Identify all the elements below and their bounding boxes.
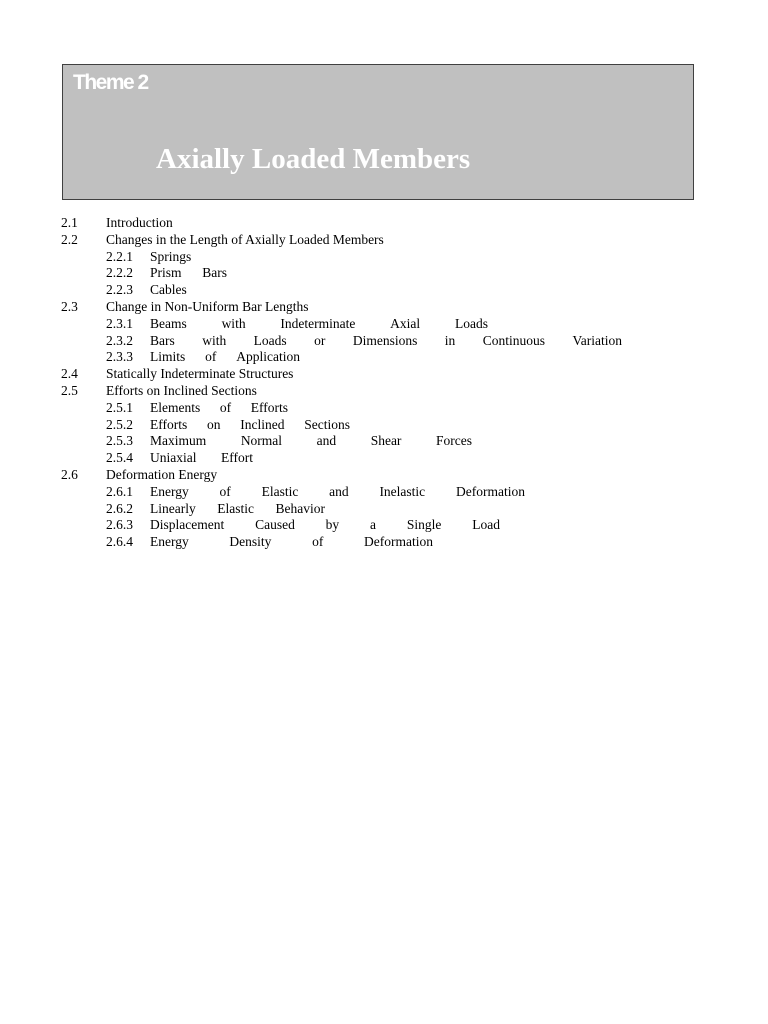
toc-subsection-title [150, 484, 525, 501]
toc-subsection-word: Prism [150, 265, 182, 281]
toc-subsection-number: 2.6.3 [106, 517, 133, 533]
toc-section-row [61, 299, 581, 316]
toc-subsection-word: Beams [150, 315, 187, 331]
chapter-title: Axially Loaded Members [156, 143, 471, 175]
toc-subsection-number: 2.6.1 [106, 483, 133, 499]
toc-subsection-number: 2.6.4 [106, 534, 133, 550]
toc-subsection-word: Loads [253, 332, 287, 348]
toc-subsection-word: Inelastic [379, 483, 426, 499]
toc-subsection-word: Energy [150, 483, 189, 499]
toc-subsection-word: Inclined [240, 416, 285, 432]
toc-subsection-title [150, 501, 325, 518]
toc-section-number: 2.1 [61, 215, 78, 230]
toc-subsection-title [150, 534, 433, 551]
toc-subsection-row [61, 316, 581, 333]
toc-subsection-row [61, 484, 581, 501]
toc-subsection-word: Displacement [150, 517, 225, 533]
toc-subsection-word: Dimensions [352, 332, 418, 348]
toc-subsection-row [61, 517, 581, 534]
toc-subsection-title [150, 433, 472, 450]
toc-subsection-row [61, 417, 581, 434]
toc-subsection-row [61, 265, 581, 282]
theme-label: Theme 2 [73, 71, 148, 94]
toc-subsection-title: Cables [150, 282, 187, 298]
toc-subsection-title [150, 316, 488, 333]
toc-subsection-word: and [329, 483, 349, 499]
toc-subsection-word: Forces [436, 433, 472, 449]
toc-section-row [61, 215, 581, 232]
toc-subsection-word: Load [472, 517, 500, 533]
table-of-contents [61, 215, 622, 551]
toc-section-title: Changes in the Length of Axially Loaded Members [106, 231, 384, 247]
toc-subsection-word: of [312, 534, 324, 550]
toc-subsection-word: Indeterminate [280, 315, 356, 331]
toc-subsection-row [61, 433, 581, 450]
toc-subsection-number: 2.2.2 [106, 265, 133, 281]
toc-subsection-word: or [314, 332, 326, 348]
toc-subsection-title [150, 265, 227, 282]
toc-subsection-number: 2.3.3 [106, 349, 133, 365]
toc-subsection-word: Caused [255, 517, 295, 533]
toc-subsection-number: 2.3.1 [106, 315, 133, 331]
toc-subsection-word: Application [236, 349, 300, 365]
toc-subsection-number: 2.5.1 [106, 399, 133, 415]
toc-subsection-row [61, 534, 581, 551]
chapter-header-box [62, 64, 694, 200]
toc-subsection-word: Bars [202, 265, 227, 281]
toc-subsection-row [61, 501, 581, 518]
toc-subsection-title [150, 333, 622, 350]
toc-subsection-title [150, 349, 300, 366]
toc-subsection-word: Loads [454, 315, 488, 331]
toc-section-title: Efforts on Inclined Sections [106, 382, 257, 398]
toc-subsection-word: of [219, 483, 231, 499]
toc-subsection-row [61, 282, 581, 299]
toc-subsection-word: Limits [150, 349, 186, 365]
toc-subsection-word: Behavior [275, 500, 325, 516]
toc-section-number: 2.4 [61, 366, 78, 382]
toc-subsection-number: 2.3.2 [106, 332, 133, 348]
toc-subsection-number: 2.2.1 [106, 248, 133, 264]
toc-subsection-word: with [221, 315, 246, 331]
toc-section-number: 2.2 [61, 231, 78, 247]
toc-subsection-word: a [370, 517, 377, 533]
toc-subsection-word: Uniaxial [150, 450, 197, 466]
toc-subsection-word: Energy [150, 534, 189, 550]
toc-subsection-row [61, 349, 581, 366]
toc-section-number: 2.6 [61, 466, 78, 482]
toc-subsection-row [61, 400, 581, 417]
toc-subsection-row [61, 249, 581, 266]
toc-subsection-word: Elastic [217, 500, 254, 516]
toc-section-title: Deformation Energy [106, 466, 218, 482]
toc-subsection-word: with [202, 332, 227, 348]
toc-subsection-word: Deformation [455, 483, 525, 499]
toc-subsection-word: Sections [304, 416, 350, 432]
toc-subsection-word: Maximum [150, 433, 207, 449]
toc-section-row [61, 232, 581, 249]
toc-subsection-title [150, 400, 288, 417]
toc-section-title: Change in Non-Uniform Bar Lengths [106, 298, 309, 314]
toc-subsection-row [61, 332, 622, 350]
toc-subsection-word: Axial [390, 315, 421, 331]
toc-subsection-number: 2.6.2 [106, 500, 133, 516]
toc-subsection-word: of [219, 399, 232, 415]
toc-subsection-word: Elastic [261, 483, 299, 499]
toc-subsection-row [61, 450, 581, 467]
toc-subsection-word: Single [406, 517, 442, 533]
toc-section-number: 2.5 [61, 382, 78, 398]
toc-subsection-title: Springs [150, 248, 192, 264]
toc-subsection-title [150, 517, 500, 534]
toc-subsection-title [150, 417, 350, 434]
toc-subsection-word: Bars [150, 332, 175, 348]
toc-section-row [61, 467, 581, 484]
toc-subsection-word: Efforts [150, 416, 188, 432]
toc-subsection-title [150, 450, 253, 467]
toc-subsection-number: 2.5.3 [106, 433, 133, 449]
toc-subsection-word: Shear [370, 433, 402, 449]
toc-subsection-word: Continuous [482, 332, 546, 348]
toc-section-title: Statically Indeterminate Structures [106, 366, 294, 382]
toc-subsection-word: Density [229, 534, 272, 550]
toc-subsection-word: on [207, 416, 221, 432]
toc-subsection-word: Variation [572, 332, 622, 348]
toc-subsection-word: and [316, 433, 337, 449]
toc-subsection-word: Deformation [364, 534, 433, 550]
toc-section-row [61, 366, 581, 383]
toc-section-title: Introduction [106, 215, 173, 230]
toc-subsection-word: by [325, 517, 340, 533]
toc-subsection-word: Efforts [250, 399, 288, 415]
toc-section-number: 2.3 [61, 298, 78, 314]
toc-subsection-number: 2.2.3 [106, 282, 133, 298]
toc-subsection-word: of [205, 349, 217, 365]
toc-section-row [61, 383, 581, 400]
toc-subsection-word: in [444, 332, 456, 348]
toc-subsection-number: 2.5.2 [106, 416, 133, 432]
toc-subsection-word: Effort [221, 450, 253, 466]
toc-subsection-word: Linearly [150, 500, 196, 516]
toc-subsection-number: 2.5.4 [106, 450, 133, 466]
toc-subsection-word: Normal [240, 433, 283, 449]
toc-subsection-word: Elements [150, 399, 201, 415]
